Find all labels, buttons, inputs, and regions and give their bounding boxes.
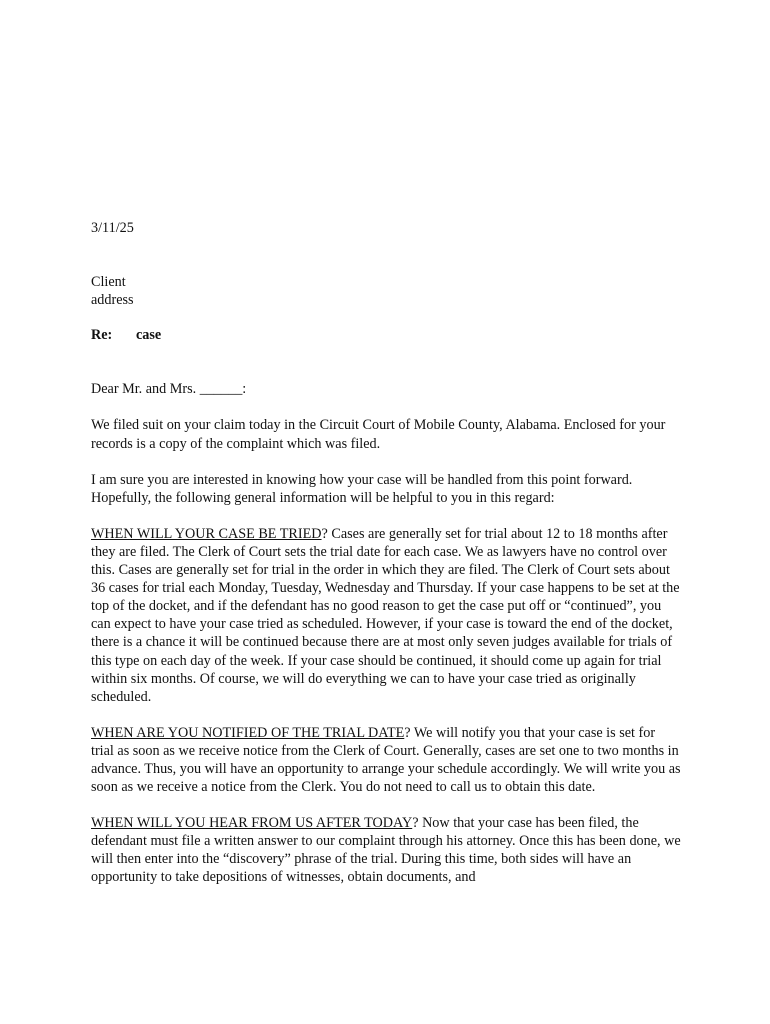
section-next-contact [91, 814, 681, 886]
section-trial-date [91, 525, 681, 706]
client-address: address [91, 292, 134, 309]
salutation: Dear Mr. and Mrs. ______: [91, 381, 247, 398]
section-body-next-contact: ? Now that your case has been filed, the defendant must file a written answer to our complaint through his attorney. Once this has been done, we will then enter into the “discovery” phrase of the trial. During this time, both sides will have an opportunity to take depositions of witnesses, obtain documents, and [91, 815, 681, 886]
re-label: Re: [91, 327, 113, 344]
section-body-notification: ? We will notify you that your case is set for trial as soon as we receive notice from the Clerk of Court. Generally, cases are set one to two months in advance. Thus, you will have an opportunity to arrange your schedule accordingly. We will write you as soon as we receive a notice from the Clerk. You do not need to call us to obtain this date. [91, 724, 681, 796]
section-heading-notification: WHEN ARE YOU NOTIFIED OF THE TRIAL DATE [91, 724, 405, 741]
letter-date: 3/11/25 [91, 220, 134, 236]
re-value: case [136, 327, 162, 344]
paragraph-intro: I am sure you are interested in knowing how your case will be handled from this point forward. Hopefully, the following general information will be helpful to you in this regard: [91, 471, 633, 506]
client-address-block [91, 273, 681, 309]
section-heading-next-contact: WHEN WILL YOU HEAR FROM US AFTER TODAY [91, 815, 413, 832]
letter-body [91, 219, 681, 905]
re-line [91, 326, 681, 344]
section-notification [91, 724, 681, 796]
section-heading-trial: WHEN WILL YOUR CASE BE TRIED [91, 525, 322, 542]
section-body-trial: ? Cases are generally set for trial about 12 to 18 months after they are filed. The Clerk of Court sets the trial date for each case. We as lawyers have no control over this. Cases are generally set for trial in the order in which they are filed. The Clerk of Court sets about 36 cases for trial each Monday, Tuesday, Wednesday and Thursday. If your case happens to be set at the top of the docket, and if the defendant has no good reason to get the case put off or “continued”, you can expect to have your case tried as scheduled. However, if your case is toward the end of the docket, there is a chance it will be continued because there are at most only seven judges available for trials of this type on each day of the week. If your case should be continued, it should come up again for trial within six months. Of course, we will do everything we can to have your case tried as originally scheduled. [91, 525, 680, 705]
client-name: Client [91, 274, 126, 291]
paragraph-filing: We filed suit on your claim today in the Circuit Court of Mobile County, Alabama. Enclosed for your records is a copy of the complaint which was filed. [91, 417, 666, 452]
